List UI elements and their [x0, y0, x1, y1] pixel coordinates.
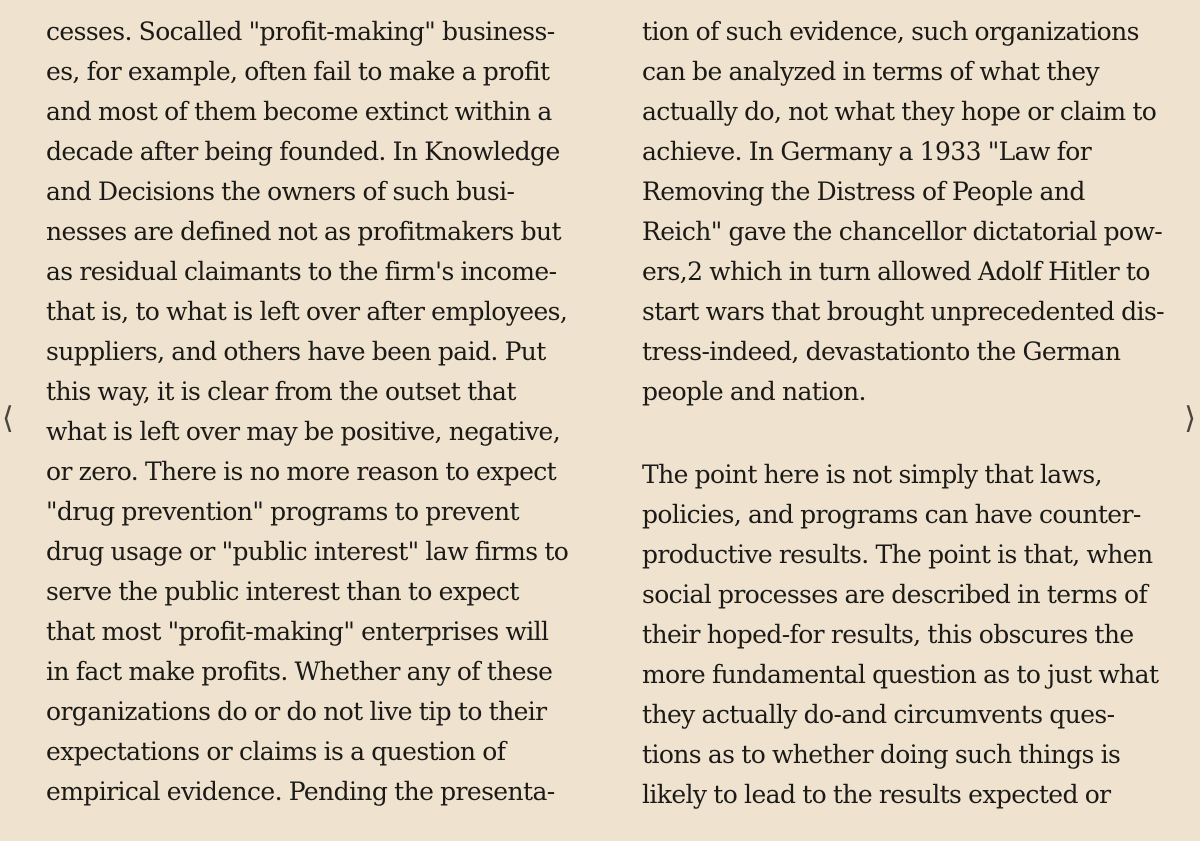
paragraph: [642, 12, 1172, 412]
text-line: people and nation.: [642, 377, 866, 406]
text-line: likely to lead to the results expected or: [642, 780, 1111, 809]
text-line: in fact make profits. Whether any of these: [46, 657, 553, 686]
text-line: that most "profit-making" enterprises will: [46, 617, 549, 646]
text-line: their hoped-for results, this obscures the: [642, 620, 1134, 649]
left-text-column: [46, 12, 576, 812]
text-line: as residual claimants to the firm's income-: [46, 257, 557, 286]
paragraph-gap: [642, 412, 1172, 455]
text-line: organizations do or do not live tip to their: [46, 697, 547, 726]
text-line: cesses. Socalled "profit-making" business-: [46, 17, 555, 46]
text-line: "drug prevention" programs to prevent: [46, 497, 519, 526]
text-line: serve the public interest than to expect: [46, 577, 519, 606]
text-line: achieve. In Germany a 1933 "Law for: [642, 137, 1092, 166]
text-line: and Decisions the owners of such busi-: [46, 177, 515, 206]
text-line: empirical evidence. Pending the presenta-: [46, 777, 555, 806]
text-line: this way, it is clear from the outset that: [46, 377, 516, 406]
text-line: suppliers, and others have been paid. Put: [46, 337, 546, 366]
text-line: what is left over may be positive, negative,: [46, 417, 561, 446]
text-line: Reich" gave the chancellor dictatorial pow-: [642, 217, 1163, 246]
text-line: productive results. The point is that, when: [642, 540, 1153, 569]
text-line: start wars that brought unprecedented dis-: [642, 297, 1165, 326]
text-line: or zero. There is no more reason to expect: [46, 457, 557, 486]
text-line: decade after being founded. In Knowledge: [46, 137, 560, 166]
text-line: can be analyzed in terms of what they: [642, 57, 1099, 86]
text-line: Removing the Distress of People and: [642, 177, 1085, 206]
text-line: that is, to what is left over after employees,: [46, 297, 568, 326]
text-line: nesses are defined not as profitmakers but: [46, 217, 561, 246]
text-line: and most of them become extinct within a: [46, 97, 552, 126]
previous-page-icon[interactable]: ⟨: [2, 401, 14, 436]
text-line: tress-indeed, devastationto the German: [642, 337, 1121, 366]
text-line: they actually do-and circumvents ques-: [642, 700, 1115, 729]
text-line: es, for example, often fail to make a profit: [46, 57, 550, 86]
text-line: social processes are described in terms of: [642, 580, 1148, 609]
text-line: tion of such evidence, such organizations: [642, 17, 1139, 46]
text-line: actually do, not what they hope or claim to: [642, 97, 1157, 126]
text-line: tions as to whether doing such things is: [642, 740, 1121, 769]
right-text-column: [642, 12, 1172, 815]
text-line: expectations or claims is a question of: [46, 737, 506, 766]
text-line: policies, and programs can have counter-: [642, 500, 1141, 529]
next-page-icon[interactable]: ⟩: [1184, 401, 1196, 436]
text-line: more fundamental question as to just what: [642, 660, 1159, 689]
text-line: ers,2 which in turn allowed Adolf Hitler to: [642, 257, 1150, 286]
paragraph: [642, 455, 1172, 815]
text-line: The point here is not simply that laws,: [642, 460, 1102, 489]
text-line: drug usage or "public interest" law firms to: [46, 537, 569, 566]
